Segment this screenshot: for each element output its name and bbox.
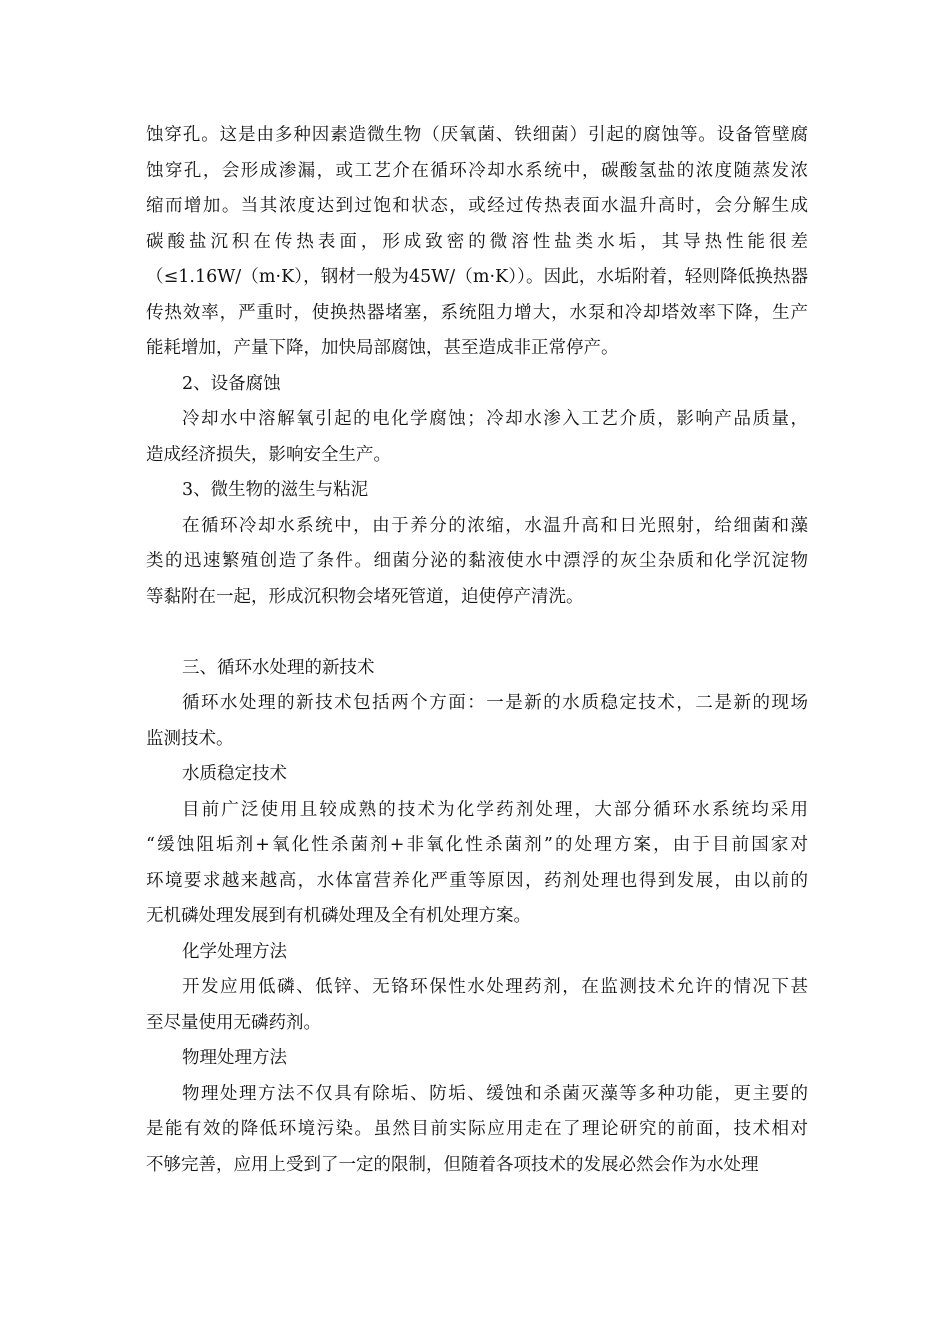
text-line: 循环水处理的新技术包括两个方面：一是新的水质稳定技术，二是新的现场: [182, 693, 808, 713]
text-line: [146, 615, 808, 651]
text-line: 传热效率，严重时，使换热器堵塞，系统阻力增大，水泵和冷却塔效率下降，生产: [146, 302, 808, 323]
text-line: 水质稳定技术: [182, 764, 287, 784]
text-line: 蚀穿孔，会形成渗漏，或工艺介在循环冷却水系统中，碳酸氢盐的浓度随蒸发浓: [146, 160, 808, 181]
text-line: 蚀穿孔。这是由多种因素造微生物（厌氧菌、铁细菌）引起的腐蚀等。设备管壁腐: [146, 125, 808, 145]
text-line: 碳酸盐沉积在传热表面，形成致密的微溶性盐类水垢，其导热性能很差: [146, 231, 808, 252]
text-line: 环境要求越来越高，水体富营养化严重等原因，药剂处理也得到发展，由以前的: [146, 870, 808, 891]
paragraph: [146, 118, 808, 367]
section-heading: [146, 651, 808, 687]
document-page: [146, 118, 808, 1183]
paragraph: [146, 509, 808, 616]
text-line: 能耗增加，产量下降，加快局部腐蚀，甚至造成非正常停产。: [146, 338, 619, 358]
text-line: 监测技术。: [146, 728, 234, 749]
text-line: 在循环冷却水系统中，由于养分的浓缩，水温升高和日光照射，给细菌和藻: [182, 515, 808, 536]
text-line: 缩而增加。当其浓度达到过饱和状态，或经过传热表面水温升高时，会分解生成: [146, 196, 808, 216]
paragraph: [146, 1077, 808, 1184]
paragraph: [146, 970, 808, 1041]
text-line: 是能有效的降低环境污染。虽然目前实际应用走在了理论研究的前面，技术相对: [146, 1119, 808, 1139]
text-line: 造成经济损失，影响安全生产。: [146, 444, 391, 465]
text-line: 不够完善，应用上受到了一定的限制，但随着各项技术的发展必然会作为水处理: [146, 1154, 759, 1175]
section-heading: [146, 1041, 808, 1077]
section-heading: [146, 757, 808, 793]
text-line: 类的迅速繁殖创造了条件。细菌分泌的黏液使水中漂浮的灰尘杂质和化学沉淀物: [146, 551, 808, 571]
text-line: 3、微生物的滋生与粘泥: [182, 480, 369, 500]
text-line: 无机磷处理发展到有机磷处理及全有机处理方案。: [146, 906, 531, 926]
text-line: 物理处理方法不仅具有除垢、防垢、缓蚀和杀菌灭藻等多种功能，更主要的: [182, 1083, 808, 1104]
text-line: 物理处理方法: [182, 1048, 287, 1068]
paragraph: [146, 402, 808, 473]
text-line: 化学处理方法: [182, 941, 287, 962]
section-heading: [146, 367, 808, 403]
text-line: 目前广泛使用且较成熟的技术为化学药剂处理，大部分循环水系统均采用: [182, 799, 808, 820]
text-line: （≤1.16W/（m·K），钢材一般为45W/（m·K））。因此，水垢附着，轻则降低换热器: [146, 267, 808, 287]
text-line: 等黏附在一起，形成沉积物会堵死管道，迫使停产清洗。: [146, 586, 584, 607]
paragraph: [146, 793, 808, 935]
text-line: 2、设备腐蚀: [182, 373, 281, 394]
section-heading: [146, 935, 808, 971]
text-line: “缓蚀阻垢剂+氧化性杀菌剂+非氧化性杀菌剂”的处理方案，由于目前国家对: [146, 835, 808, 855]
text-line: 三、循环水处理的新技术: [182, 657, 375, 678]
text-line: 冷却水中溶解氧引起的电化学腐蚀；冷却水渗入工艺介质，影响产品质量，: [182, 409, 808, 429]
paragraph: [146, 686, 808, 757]
text-line: 至尽量使用无磷药剂。: [146, 1012, 321, 1033]
text-line: 开发应用低磷、低锌、无铬环保性水处理药剂，在监测技术允许的情况下甚: [182, 977, 808, 997]
section-heading: [146, 473, 808, 509]
blank-line: [146, 615, 808, 651]
